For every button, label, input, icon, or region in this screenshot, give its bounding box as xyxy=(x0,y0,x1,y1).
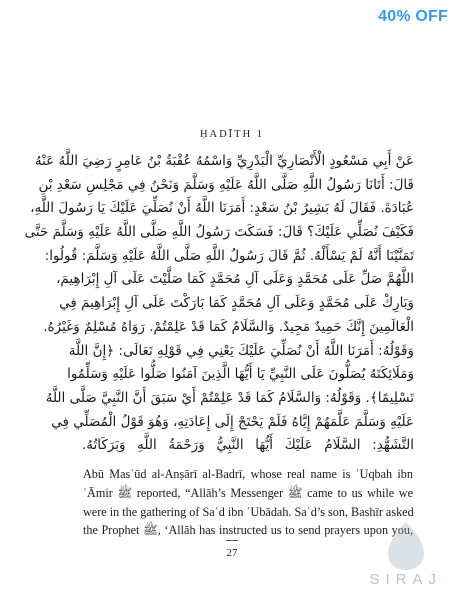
arabic-line: وَقَوْلُهُ: أَمَرَنَا اللَّهُ أَنْ نُصَلِّيَ عَلَيْكَ يَعْنِي فِي قَوْلِهِ تَعَالَى: ﴿إِنَّ اللَّهَ xyxy=(68,342,414,359)
arabic-line: عَنْ أَبِي مَسْعُودٍ الْأَنْصَارِيِّ الْبَدْرِيِّ وَاسْمُهُ عُقْبَةُ بْنُ عَامِرٍ رَضِيَ اللَّهُ عَنْهُ xyxy=(34,153,414,169)
english-translation-block xyxy=(83,465,413,540)
arabic-line: قَالَ: أَتَانَا رَسُولُ اللَّهِ صَلَّى اللَّهُ عَلَيْهِ وَسَلَّمَ وَنَحْنُ فِي مَجْلِسِ سَعْدِ بْنِ xyxy=(38,176,414,193)
english-line: ʿĀmir ﷺ reported, “Allāh’s Messenger ﷺ came to us while we xyxy=(83,485,413,500)
arabic-line: وَمَلَائِكَتَهُ يُصَلُّونَ عَلَى النَّبِيِّ يَا أَيُّهَا الَّذِينَ آمَنُوا صَلُّوا عَلَيْهِ وَسَلِّمُوا xyxy=(67,366,414,383)
arabic-line: عَلَيْهِ وَسَلَّمَ عَلَّمَهُمْ إِيَّاهُ فَلَمْ يَحْتَجْ إِلَى إِعَادَتِهِ، وَهُوَ قَوْلُ الْمُصَلِّي فِي xyxy=(51,413,414,430)
english-line: the Prophet ﷺ, ‘Allāh has instructed us to send prayers upon you, xyxy=(83,523,413,538)
hadith-heading: ḤADĪTH 1 xyxy=(199,129,265,140)
page-number-rule xyxy=(226,540,238,541)
arabic-text-block xyxy=(24,150,414,458)
discount-badge: 40% OFF xyxy=(378,8,448,25)
arabic-line: وَبَارِكْ عَلَى مُحَمَّدٍ وَعَلَى آلِ مُحَمَّدٍ كَمَا بَارَكْتَ عَلَى آلِ إِبْرَاهِيمَ فِي xyxy=(59,295,414,312)
arabic-line: التَّشَهُّدِ: السَّلَامُ عَلَيْكَ أَيُّهَا النَّبِيُّ وَرَحْمَةُ اللَّهِ وَبَرَكَاتُهُ. xyxy=(82,437,414,454)
arabic-line: تَمَنَّيْنَا أَنَّهُ لَمْ يَسْأَلْهُ. ثُمَّ قَالَ رَسُولُ اللَّهِ صَلَّى اللَّهُ عَلَيْهِ وَسَلَّمَ: قُولُوا: xyxy=(44,247,414,264)
watermark-label: SIRAJ xyxy=(369,571,442,588)
arabic-line: فَكَيْفَ نُصَلِّي عَلَيْكَ؟ قَالَ: فَسَكَتَ رَسُولُ اللَّهِ صَلَّى اللَّهُ عَلَيْهِ وَسَلَّمَ حَتَّى xyxy=(24,224,414,241)
arabic-line: تَسْلِيمًا﴾. وَقَوْلُهُ: وَالسَّلَامُ كَمَا قَدْ عَلِمْتُمْ أَيْ سَبَقَ أَنَّ النَّبِيَّ صَلَّى اللَّهُ xyxy=(45,389,414,406)
english-line: Abū Masʿūd al-Anṣārī al-Badrī, whose real name is ʿUqbah ibn xyxy=(83,467,413,481)
arabic-line: اللَّهُمَّ صَلِّ عَلَى مُحَمَّدٍ وَعَلَى آلِ مُحَمَّدٍ كَمَا صَلَّيْتَ عَلَى آلِ إِبْرَاهِيمَ، xyxy=(56,271,414,288)
page-number: 27 xyxy=(226,547,238,559)
arabic-line: عُبَادَةَ. فَقَالَ لَهُ بَشِيرُ بْنُ سَعْدٍ: أَمَرَنَا اللَّهُ أَنْ نُصَلِّيَ عَلَيْكَ يَا رَسُولَ اللَّهِ، xyxy=(30,200,414,217)
arabic-line: الْعَالَمِينَ إِنَّكَ حَمِيدٌ مَجِيدٌ. وَالسَّلَامُ كَمَا قَدْ عَلِمْتُمْ. رَوَاهُ مُسْلِمٌ وَغَيْرُهُ. xyxy=(43,318,414,335)
english-line: were in the gathering of Saʿd ibn ʿUbādah. Saʿd’s son, Bashīr asked xyxy=(83,504,414,519)
